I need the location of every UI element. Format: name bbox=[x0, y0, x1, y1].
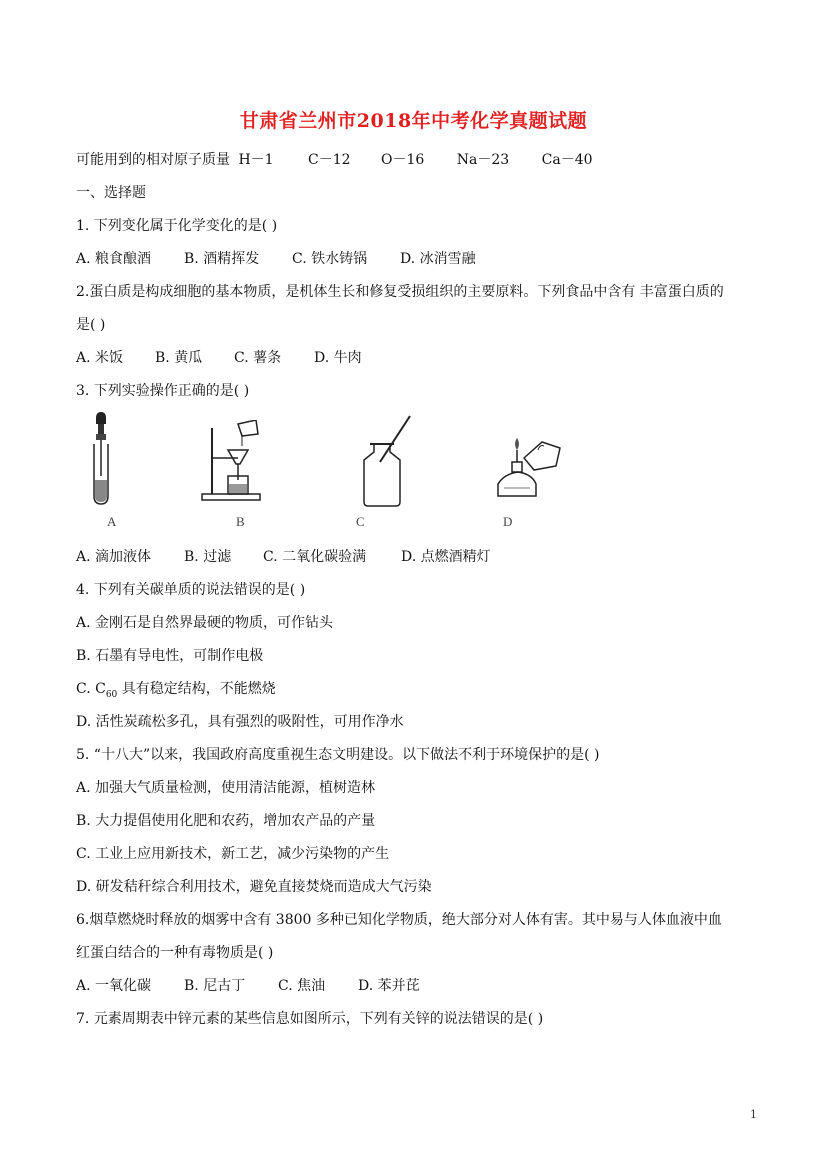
figure-label-c: C bbox=[356, 514, 365, 529]
question-3-options bbox=[76, 547, 491, 567]
q4-option-c-subscript: 60 bbox=[105, 689, 118, 700]
q5-option-a: A. 加强大气质量检测，使用清洁能源，植树造林 bbox=[76, 780, 376, 796]
question-6-stem-line1: 6.烟草燃烧时释放的烟雾中含有 3800 多种已知化学物质，绝大部分对人体有害。其中易与人体血液中血 bbox=[76, 912, 722, 928]
figure-d-alcohol-lamps bbox=[494, 436, 564, 504]
q4-option-b: B. 石墨有导电性，可制作电极 bbox=[76, 648, 264, 664]
q2-option-d: D. 牛肉 bbox=[314, 350, 362, 366]
figure-label-b: B bbox=[236, 514, 245, 529]
question-2-options bbox=[76, 348, 362, 368]
q3-option-b: B. 过滤 bbox=[184, 549, 232, 565]
question-7-stem: 7. 元素周期表中锌元素的某些信息如图所示，下列有关锌的说法错误的是( ) bbox=[76, 1011, 544, 1027]
page-number: 1 bbox=[750, 1108, 757, 1121]
atomic-mass-o: O－16 bbox=[381, 152, 425, 168]
atomic-mass-na: Na－23 bbox=[456, 152, 510, 168]
q5-option-d: D. 研发秸秆综合利用技术，避免直接焚烧而造成大气污染 bbox=[76, 879, 432, 895]
q4-option-c bbox=[76, 679, 276, 705]
figure-c-co2-test bbox=[360, 414, 416, 508]
q1-option-c: C. 铁水铸锅 bbox=[292, 251, 368, 267]
atomic-mass-ca: Ca－40 bbox=[541, 152, 593, 168]
q4-option-d: D. 活性炭疏松多孔，具有强烈的吸附性，可用作净水 bbox=[76, 714, 404, 730]
q2-option-b: B. 黄瓜 bbox=[155, 350, 203, 366]
figure-a-dropper bbox=[86, 410, 116, 506]
figure-label-d: D bbox=[503, 514, 513, 529]
q2-option-c: C. 薯条 bbox=[234, 350, 282, 366]
q1-option-a: A. 粮食酿酒 bbox=[76, 251, 152, 267]
q6-option-d: D. 苯并芘 bbox=[358, 978, 420, 994]
question-5-stem: 5. “十八大”以来，我国政府高度重视生态文明建设。以下做法不利于环境保护的是( ) bbox=[76, 747, 600, 763]
question-2-stem-line2: 是( ) bbox=[76, 317, 106, 333]
question-4-stem: 4. 下列有关碳单质的说法错误的是( ) bbox=[76, 582, 306, 598]
figure-label-a: A bbox=[107, 514, 117, 529]
section-heading: 一、选择题 bbox=[76, 185, 146, 201]
q1-option-b: B. 酒精挥发 bbox=[184, 251, 260, 267]
atomic-mass-label: 可能用到的相对原子质量 bbox=[76, 152, 230, 168]
question-6-options bbox=[76, 976, 420, 996]
q5-option-c: C. 工业上应用新技术，新工艺，减少污染物的产生 bbox=[76, 846, 390, 862]
question-2-stem-line1: 2.蛋白质是构成细胞的基本物质，是机体生长和修复受损组织的主要原料。下列食品中含有 丰富蛋白质的 bbox=[76, 284, 724, 300]
question-6-stem-line2: 红蛋白结合的一种有毒物质是( ) bbox=[76, 945, 274, 961]
q2-option-a: A. 米饭 bbox=[76, 350, 124, 366]
q3-option-a: A. 滴加液体 bbox=[76, 549, 152, 565]
page-title: 甘肃省兰州市2018年中考化学真题试题 bbox=[239, 110, 588, 132]
q4-option-c-prefix: C. C bbox=[76, 681, 106, 697]
atomic-mass-c: C－12 bbox=[308, 152, 351, 168]
q3-option-c: C. 二氧化碳验满 bbox=[263, 549, 367, 565]
q6-option-b: B. 尼古丁 bbox=[184, 978, 246, 994]
question-1-stem: 1. 下列变化属于化学变化的是( ) bbox=[76, 218, 278, 234]
q4-option-c-suffix: 具有稳定结构，不能燃烧 bbox=[117, 681, 276, 697]
figure-labels bbox=[0, 514, 827, 534]
figure-b-filtration bbox=[200, 420, 262, 502]
question-3-stem: 3. 下列实验操作正确的是( ) bbox=[76, 383, 250, 399]
q4-option-a: A. 金刚石是自然界最硬的物质，可作钻头 bbox=[76, 615, 334, 631]
q5-option-b: B. 大力提倡使用化肥和农药，增加农产品的产量 bbox=[76, 813, 376, 829]
q6-option-c: C. 焦油 bbox=[278, 978, 326, 994]
atomic-mass-line bbox=[76, 150, 593, 170]
atomic-mass-h: H－1 bbox=[238, 152, 274, 168]
q3-option-d: D. 点燃酒精灯 bbox=[401, 549, 491, 565]
q6-option-a: A. 一氧化碳 bbox=[76, 978, 152, 994]
question-1-options bbox=[76, 249, 476, 269]
q1-option-d: D. 冰消雪融 bbox=[400, 251, 476, 267]
